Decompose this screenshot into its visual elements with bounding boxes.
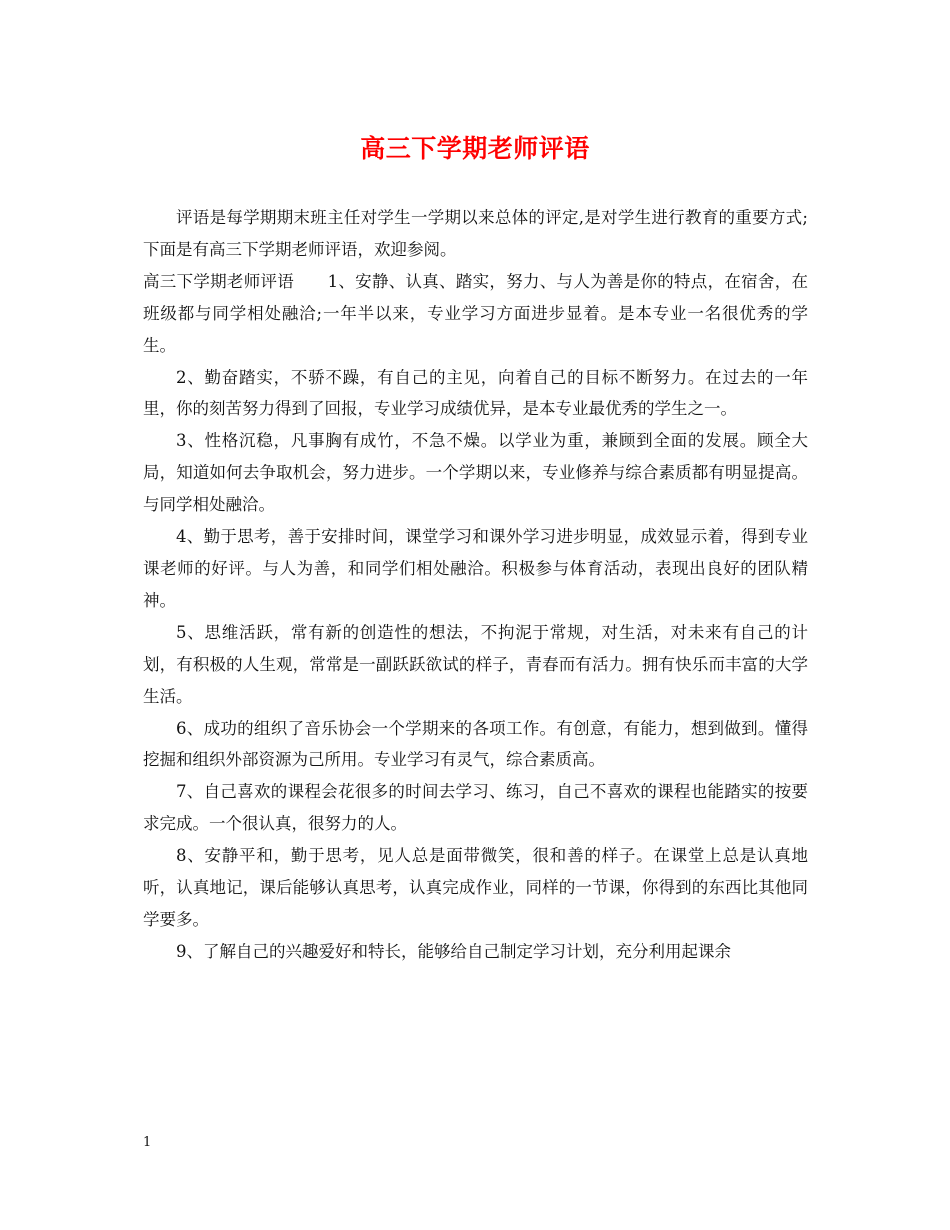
paragraph-6: 6、成功的组织了音乐协会一个学期来的各项工作。有创意，有能力，想到做到。懂得挖掘和组织外部资源为己所用。专业学习有灵气，综合素质高。 xyxy=(143,718,808,770)
document-body xyxy=(143,202,808,968)
page-number: 1 xyxy=(143,1135,152,1150)
paragraph-8: 8、安静平和，勤于思考，见人总是面带微笑，很和善的样子。在课堂上总是认真地听，认真地记，课后能够认真思考，认真完成作业，同样的一节课，你得到的东西比其他同学要多。 xyxy=(143,846,808,929)
paragraph-4: 4、勤于思考，善于安排时间，课堂学习和课外学习进步明显，成效显示着，得到专业课老师的好评。与人为善，和同学们相处融洽。积极参与体育活动，表现出良好的团队精神。 xyxy=(143,527,808,610)
paragraph-2: 2、勤奋踏实，不骄不躁，有自己的主见，向着自己的目标不断努力。在过去的一年里，你的刻苦努力得到了回报，专业学习成绩优异，是本专业最优秀的学生之一。 xyxy=(143,367,808,419)
document-title: 高三下学期老师评语 xyxy=(360,134,590,163)
paragraph-3: 3、性格沉稳，凡事胸有成竹，不急不燥。以学业为重，兼顾到全面的发展。顾全大局，知道如何去争取机会，努力进步。一个学期以来，专业修养与综合素质都有明显提高。与同学相处融洽。 xyxy=(143,431,808,515)
paragraph-intro: 评语是每学期期末班主任对学生一学期以来总体的评定,是对学生进行教育的重要方式;下面是有高三下学期老师评语，欢迎参阅。 xyxy=(143,208,808,259)
paragraph-1: 高三下学期老师评语 1、安静、认真、踏实，努力、与人为善是你的特点，在宿舍，在班级都与同学相处融洽;一年半以来，专业学习方面进步显着。是本专业一名很优秀的学生。 xyxy=(143,271,808,355)
paragraph-5: 5、思维活跃，常有新的创造性的想法，不拘泥于常规，对生活，对未来有自己的计划，有积极的人生观，常常是一副跃跃欲试的样子，青春而有活力。拥有快乐而丰富的大学生活。 xyxy=(143,622,808,706)
paragraph-7: 7、自己喜欢的课程会花很多的时间去学习、练习，自己不喜欢的课程也能踏实的按要求完成。一个很认真，很努力的人。 xyxy=(143,782,808,834)
paragraph-9: 9、了解自己的兴趣爱好和特长，能够给自己制定学习计划，充分利用起课余 xyxy=(176,941,731,961)
